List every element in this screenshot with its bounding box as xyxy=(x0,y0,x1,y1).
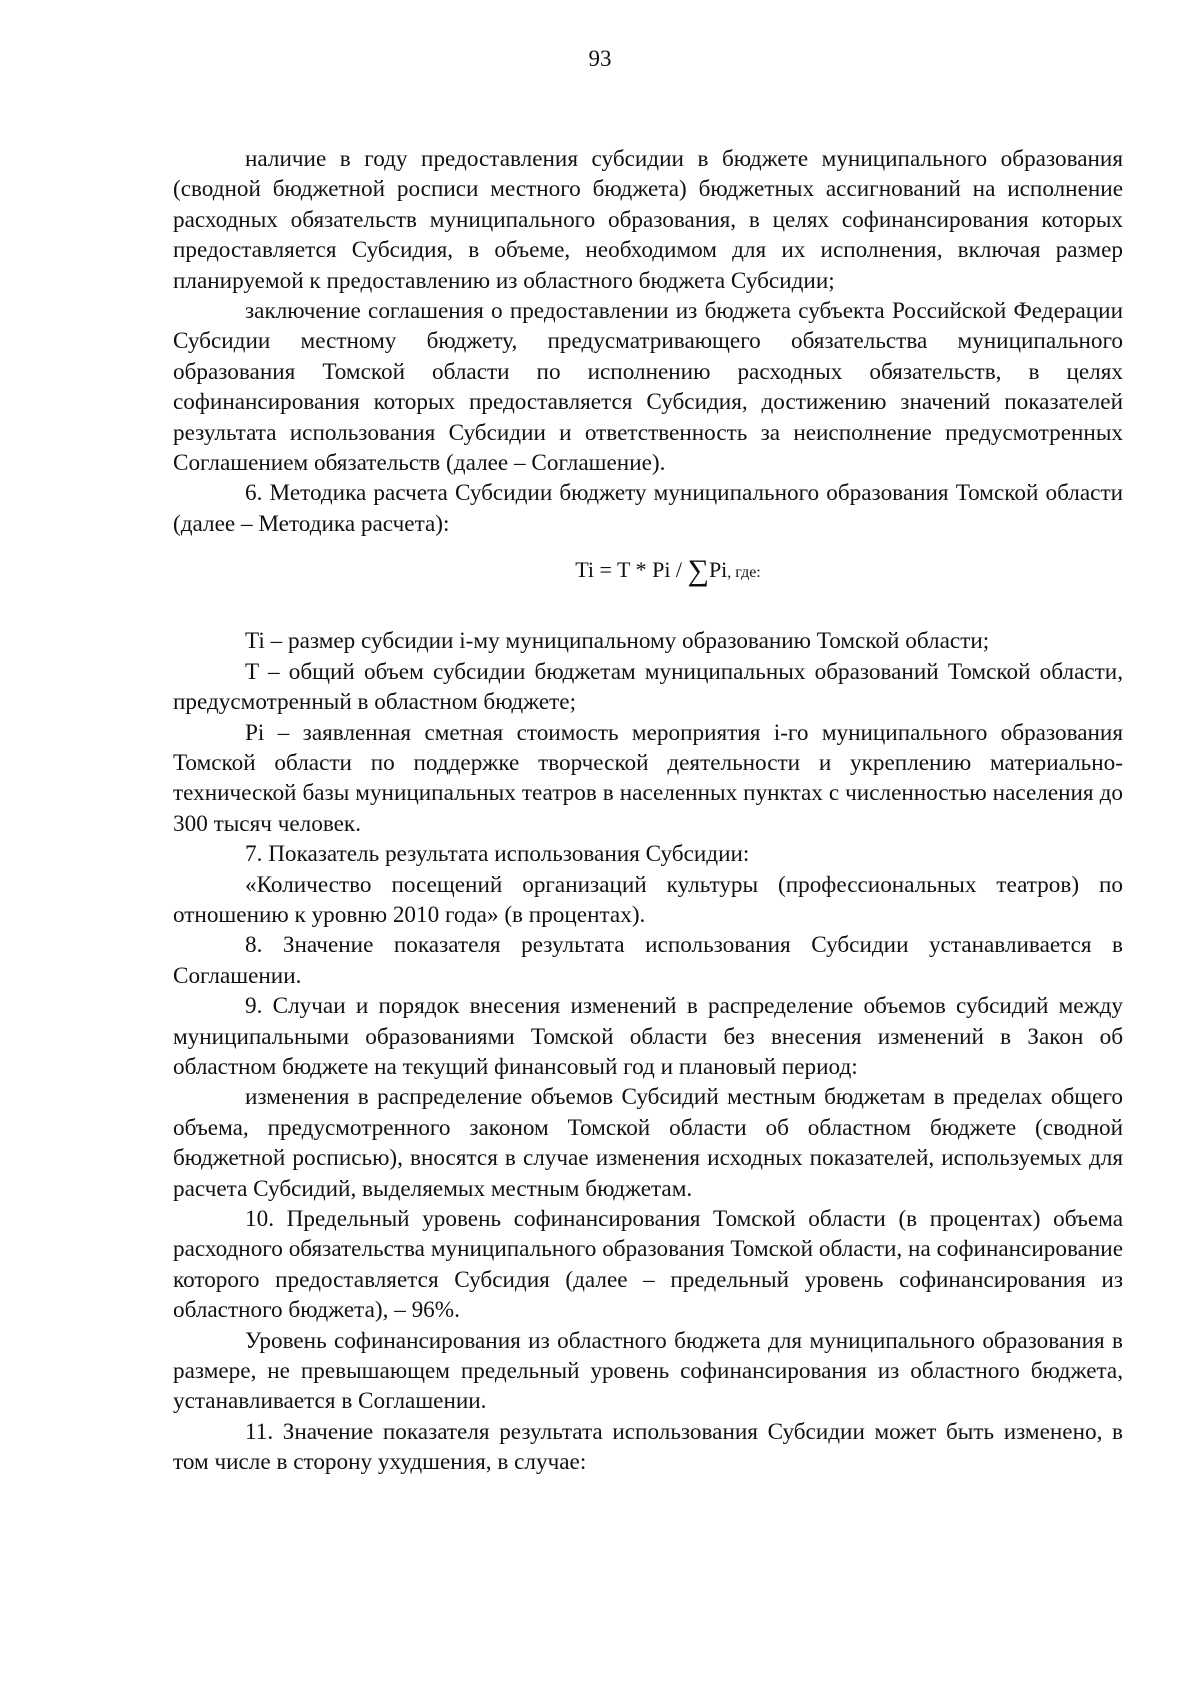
paragraph-budget-availability: наличие в году предоставления субсидии в бюджете муниципального образования (сводной бюджетной росписи местного бюджета) бюджетных ассигнований на исполнение расходных обязательств муниципального образования, в целях софинансирования которых предоставляется Субсидия, в объеме, необходимом для их исполнения, включая размер планируемой к предоставлению из областного бюджета Субсидии; xyxy=(173,146,1123,294)
formula-rhs: Pi xyxy=(708,557,728,583)
definition-ti: Ti – размер субсидии i-му муниципальному образованию Томской области; xyxy=(245,628,990,655)
paragraph-result-indicator: 7. Показатель результата использования Субсидии: xyxy=(245,841,750,868)
paragraph-indicator-change: 11. Значение показателя результата использования Субсидии может быть изменено, в том числе в сторону ухудшения, в случае: xyxy=(173,1418,1123,1476)
paragraph-cofinancing-limit: 10. Предельный уровень софинансирования Томской области (в процентах) объема расходного обязательства муниципального образования Томской области, на софинансирование которого предоставляется Субсидия (далее – предельный уровень софинансирования из областного бюджета), – 96%. xyxy=(173,1206,1123,1324)
paragraph-cofinancing-level: Уровень софинансирования из областного бюджета для муниципального образования в размере, не превышающем предельный уровень софинансирования из областного бюджета, устанавливается в Соглашении. xyxy=(173,1327,1123,1415)
definition-pi: Pi – заявленная сметная стоимость мероприятия i-го муниципального образования Томской области по поддержке творческой деятельности и укреплению материально-технической базы муниципальных театров в населенных пунктах с численностью населения до 300 тысяч человек. xyxy=(173,719,1123,837)
paragraph-changes-detail: изменения в распределение объемов Субсидий местным бюджетам в пределах общего объема, предусмотренного законом Томской области об областном бюджете (сводной бюджетной росписью), вносятся в случае изменения исходных показателей, используемых для расчета Субсидий, выделяемых местным бюджетам. xyxy=(173,1084,1123,1202)
formula-suffix: , где: xyxy=(727,564,761,582)
paragraph-agreement: заключение соглашения о предоставлении из бюджета субъекта Российской Федерации Субсидии местному бюджету, предусматривающего обязательства муниципального образования Томской области по исполнению расходных обязательств, в целях софинансирования которых предоставляется Субсидия, достижению значений показателей результата использования Субсидии и ответственность за неисполнение предусмотренных Соглашением обязательств (далее – Соглашение). xyxy=(173,298,1123,477)
formula-lhs: Ti = T * Pi / xyxy=(575,557,688,583)
definition-t: T – общий объем субсидии бюджетам муниципальных образований Томской области, предусмотренный в областном бюджете; xyxy=(173,658,1123,716)
paragraph-indicator-value: 8. Значение показателя результата использования Субсидии устанавливается в Соглашении. xyxy=(173,932,1123,989)
paragraph-method-heading: 6. Методика расчета Субсидии бюджету муниципального образования Томской области (далее – Методика расчета): xyxy=(173,480,1123,537)
subsidy-formula xyxy=(173,555,1123,588)
page-number: 93 xyxy=(588,46,612,71)
paragraph-indicator-quote: «Количество посещений организаций культуры (профессиональных театров) по отношению к уровню 2010 года» (в процентах). xyxy=(173,871,1123,928)
sum-symbol: ∑ xyxy=(687,554,709,588)
document-body xyxy=(173,144,1123,1478)
paragraph-distribution-changes: 9. Случаи и порядок внесения изменений в распределение объемов субсидий между муниципальными образованиями Томской области без внесения изменений в Закон об областном бюджете на текущий финансовый год и плановый период: xyxy=(173,993,1123,1080)
